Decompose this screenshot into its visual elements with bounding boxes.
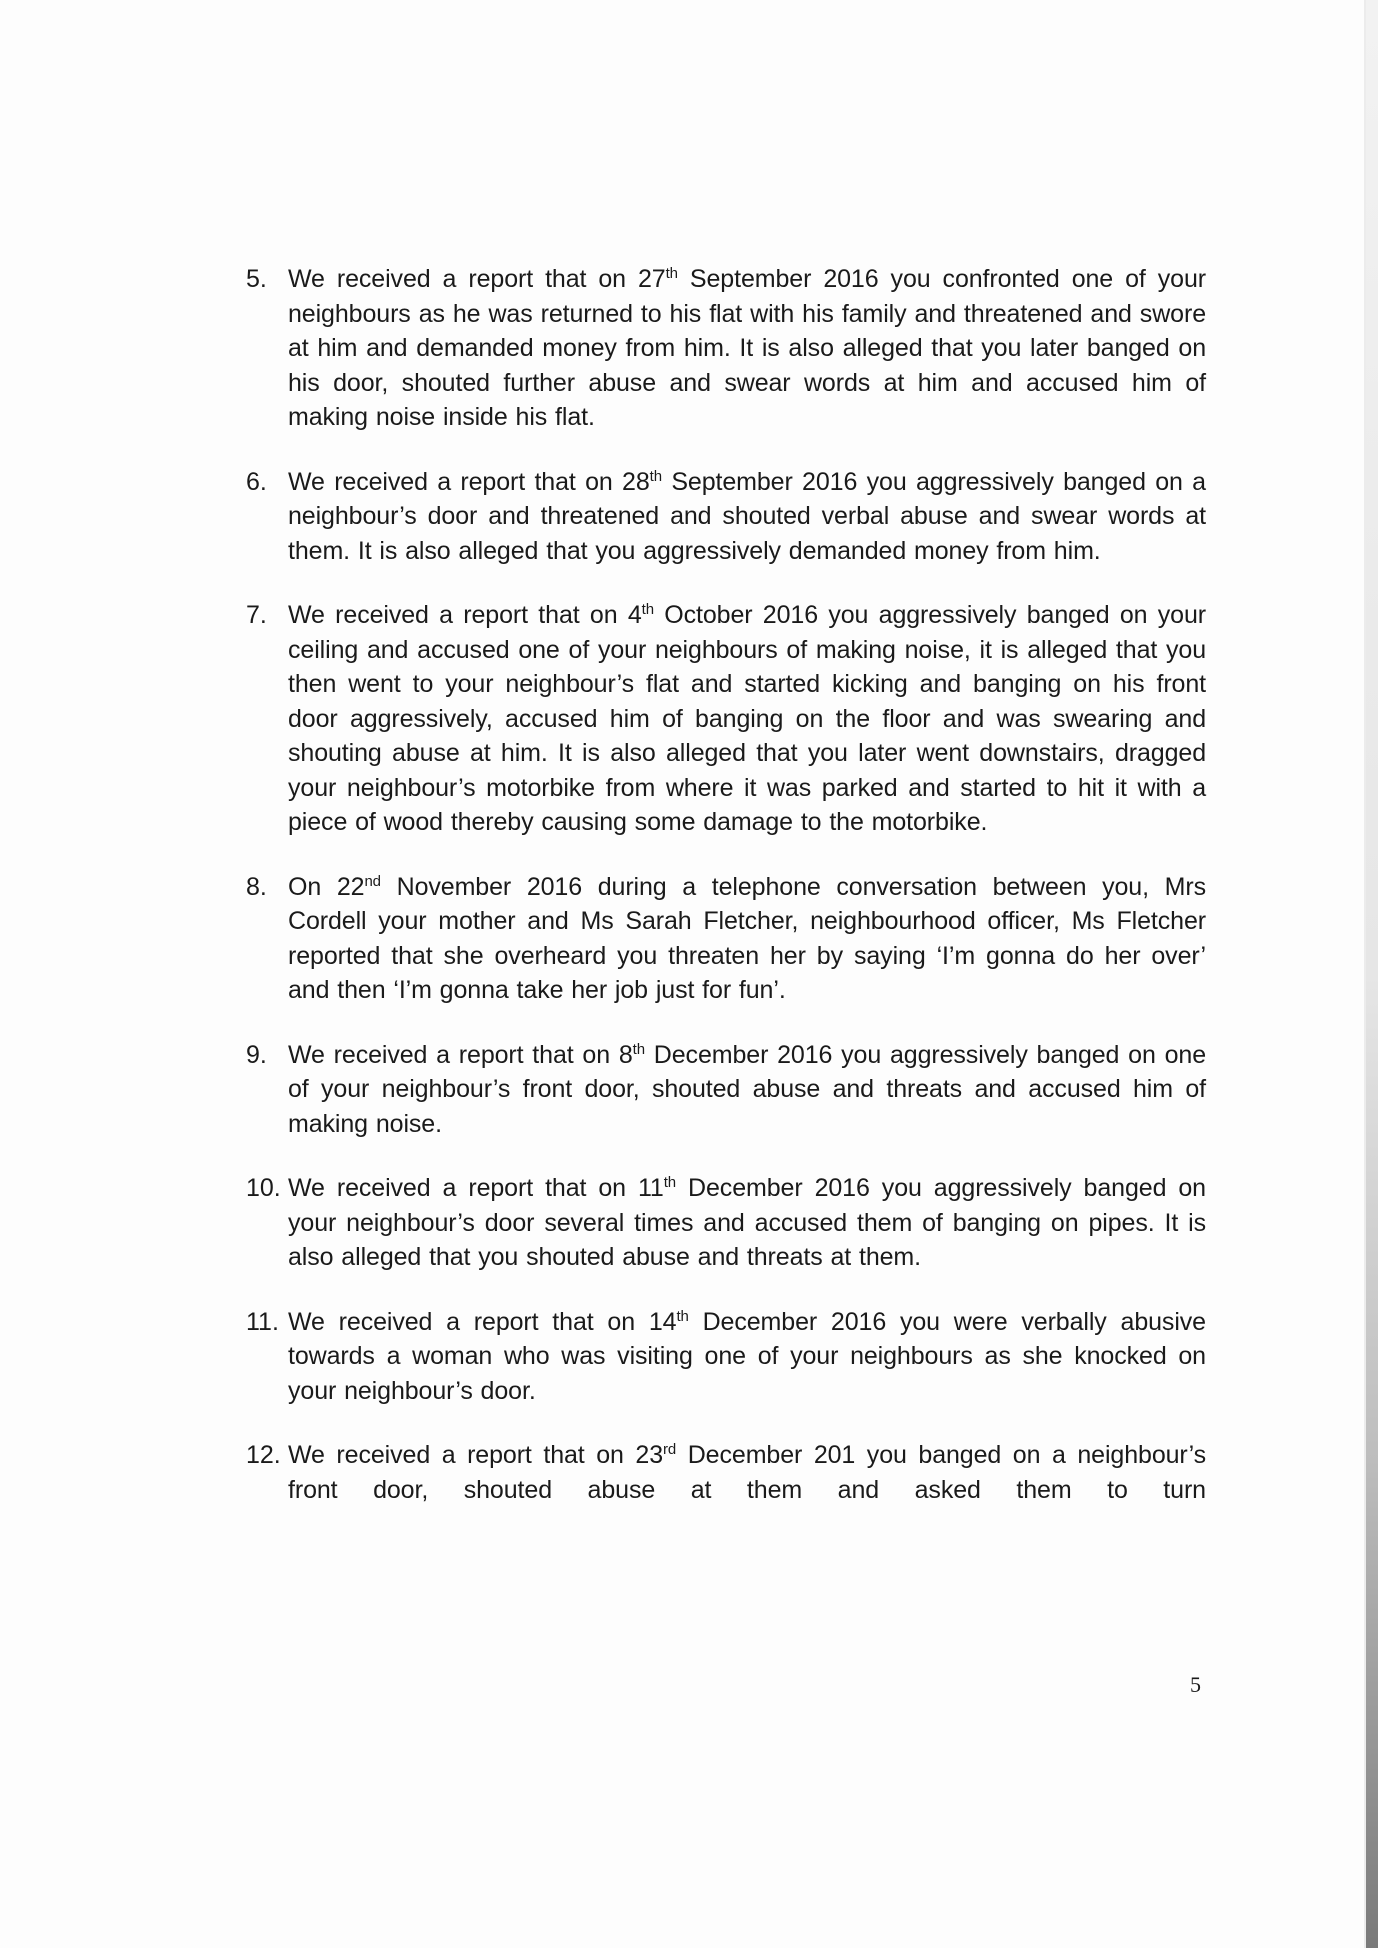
- item-text: We received a report that on 8th December 2016 you aggressively banged on one of your neighbour’s front door, shouted abuse and threats and accused him of making noise.: [288, 1040, 1206, 1138]
- item-text: We received a report that on 23rd December 201 you banged on a neighbour’s front door, shouted abuse at them and asked them to turn: [288, 1441, 1206, 1504]
- numbered-allegations-list: [246, 262, 1206, 1537]
- item-number: 6.: [246, 467, 267, 496]
- item-text: We received a report that on 14th December 2016 you were verbally abusive towards a woman who was visiting one of your neighbours as she knocked on your neighbour’s door.: [288, 1307, 1206, 1405]
- list-item-6: [246, 465, 1206, 569]
- item-text: On 22nd November 2016 during a telephone conversation between you, Mrs Cordell your mother and Ms Sarah Fletcher, neighbourhood officer, Ms Fletcher reported that she overheard you threaten her by saying ‘I’m gonna do her over’ and then ‘I’m gonna take her job just for fun’.: [288, 872, 1206, 1004]
- item-number: 8.: [246, 872, 267, 901]
- list-item-8: [246, 870, 1206, 1008]
- list-item-5: [246, 262, 1206, 435]
- item-number: 9.: [246, 1040, 267, 1069]
- list-item-10: [246, 1171, 1206, 1275]
- list-item-11: [246, 1305, 1206, 1409]
- list-item-9: [246, 1038, 1206, 1142]
- list-item-7: [246, 598, 1206, 840]
- scan-edge-shadow: [1366, 0, 1378, 1948]
- item-number: 10.: [246, 1174, 281, 1202]
- item-text: We received a report that on 11th December 2016 you aggressively banged on your neighbour’s door several times and accused them of banging on pipes. It is also alleged that you shouted abuse and threats at them.: [288, 1174, 1206, 1271]
- item-number: 5.: [246, 265, 267, 293]
- list-item-12: [246, 1438, 1206, 1507]
- item-number: 11.: [246, 1307, 279, 1336]
- item-number: 12.: [246, 1441, 281, 1469]
- page-number: 5: [1190, 1672, 1201, 1697]
- item-number: 7.: [246, 601, 267, 629]
- item-text: We received a report that on 4th October 2016 you aggressively banged on your ceiling and accused one of your neighbours of making noise, it is alleged that you then went to your neighbour’s flat and started kicking and banging on his front door aggressively, accused him of banging on the floor and was swearing and shouting abuse at him. It is also alleged that you later went downstairs, dragged your neighbour’s motorbike from where it was parked and started to hit it with a piece of wood thereby causing some damage to the motorbike.: [288, 601, 1206, 836]
- item-text: We received a report that on 28th September 2016 you aggressively banged on a neighbour’s door and threatened and shouted verbal abuse and swear words at them. It is also alleged that you aggressively demanded money from him.: [288, 467, 1206, 565]
- item-text: We received a report that on 27th September 2016 you confronted one of your neighbours as he was returned to his flat with his family and threatened and swore at him and demanded money from him. It is also alleged that you later banged on his door, shouted further abuse and swear words at him and accused him of making noise inside his flat.: [288, 265, 1206, 431]
